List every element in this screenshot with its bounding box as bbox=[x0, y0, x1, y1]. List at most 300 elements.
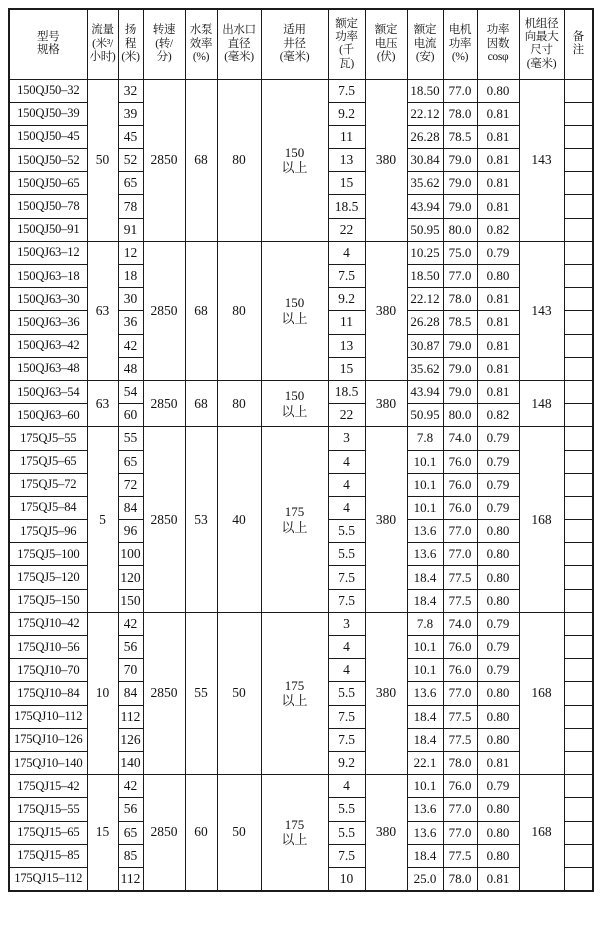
cell-speed: 2850 bbox=[143, 612, 185, 774]
spec-table-body bbox=[9, 79, 593, 891]
cell-power: 11 bbox=[328, 125, 365, 148]
cell-remark bbox=[564, 520, 593, 543]
cell-head: 52 bbox=[118, 149, 143, 172]
cell-model: 150QJ50–52 bbox=[9, 149, 87, 172]
cell-outlet: 80 bbox=[217, 241, 261, 380]
cell-motor_eff: 77.5 bbox=[443, 844, 477, 867]
cell-motor_eff: 77.5 bbox=[443, 589, 477, 612]
cell-cos: 0.80 bbox=[477, 728, 519, 751]
cell-cos: 0.80 bbox=[477, 798, 519, 821]
cell-speed: 2850 bbox=[143, 775, 185, 891]
cell-head: 42 bbox=[118, 612, 143, 635]
cell-power: 5.5 bbox=[328, 543, 365, 566]
cell-current: 10.1 bbox=[407, 473, 443, 496]
cell-dim: 148 bbox=[519, 380, 564, 426]
cell-pump_eff: 55 bbox=[185, 612, 217, 774]
cell-well: 150 以上 bbox=[261, 380, 328, 426]
cell-head: 100 bbox=[118, 543, 143, 566]
cell-cos: 0.81 bbox=[477, 125, 519, 148]
cell-remark bbox=[564, 636, 593, 659]
cell-current: 22.1 bbox=[407, 751, 443, 774]
cell-motor_eff: 78.5 bbox=[443, 311, 477, 334]
cell-head: 91 bbox=[118, 218, 143, 241]
cell-current: 22.12 bbox=[407, 102, 443, 125]
col-header-outlet: 出水口 直径 (毫米) bbox=[217, 9, 261, 79]
cell-remark bbox=[564, 821, 593, 844]
cell-power: 7.5 bbox=[328, 589, 365, 612]
cell-cos: 0.80 bbox=[477, 821, 519, 844]
cell-head: 96 bbox=[118, 520, 143, 543]
cell-well: 150 以上 bbox=[261, 241, 328, 380]
cell-head: 65 bbox=[118, 821, 143, 844]
cell-current: 13.6 bbox=[407, 520, 443, 543]
cell-remark bbox=[564, 172, 593, 195]
cell-power: 22 bbox=[328, 404, 365, 427]
cell-flow: 50 bbox=[87, 79, 118, 241]
cell-cos: 0.81 bbox=[477, 195, 519, 218]
cell-remark bbox=[564, 450, 593, 473]
cell-model: 175QJ5–150 bbox=[9, 589, 87, 612]
cell-head: 18 bbox=[118, 265, 143, 288]
cell-current: 13.6 bbox=[407, 543, 443, 566]
cell-current: 7.8 bbox=[407, 612, 443, 635]
cell-motor_eff: 78.0 bbox=[443, 288, 477, 311]
cell-head: 112 bbox=[118, 705, 143, 728]
cell-model: 150QJ63–36 bbox=[9, 311, 87, 334]
cell-model: 175QJ5–72 bbox=[9, 473, 87, 496]
col-header-flow: 流量 (米³/ 小时) bbox=[87, 9, 118, 79]
cell-motor_eff: 77.0 bbox=[443, 265, 477, 288]
cell-cos: 0.80 bbox=[477, 589, 519, 612]
cell-model: 150QJ50–91 bbox=[9, 218, 87, 241]
cell-head: 72 bbox=[118, 473, 143, 496]
cell-motor_eff: 77.5 bbox=[443, 705, 477, 728]
cell-power: 7.5 bbox=[328, 705, 365, 728]
cell-head: 54 bbox=[118, 380, 143, 403]
cell-model: 175QJ10–42 bbox=[9, 612, 87, 635]
cell-current: 35.62 bbox=[407, 357, 443, 380]
cell-model: 150QJ63–60 bbox=[9, 404, 87, 427]
cell-cos: 0.82 bbox=[477, 404, 519, 427]
cell-current: 18.4 bbox=[407, 728, 443, 751]
col-header-head: 扬 程 (米) bbox=[118, 9, 143, 79]
cell-motor_eff: 76.0 bbox=[443, 636, 477, 659]
cell-outlet: 80 bbox=[217, 380, 261, 426]
cell-cos: 0.81 bbox=[477, 334, 519, 357]
cell-model: 175QJ15–85 bbox=[9, 844, 87, 867]
cell-cos: 0.81 bbox=[477, 380, 519, 403]
cell-cos: 0.81 bbox=[477, 102, 519, 125]
cell-model: 150QJ63–18 bbox=[9, 265, 87, 288]
cell-current: 18.4 bbox=[407, 566, 443, 589]
cell-power: 4 bbox=[328, 636, 365, 659]
cell-motor_eff: 77.0 bbox=[443, 798, 477, 821]
cell-remark bbox=[564, 380, 593, 403]
cell-cos: 0.81 bbox=[477, 751, 519, 774]
cell-motor_eff: 77.0 bbox=[443, 520, 477, 543]
cell-head: 32 bbox=[118, 79, 143, 102]
spec-table-header-row bbox=[9, 9, 593, 79]
cell-voltage: 380 bbox=[365, 380, 407, 426]
cell-power: 11 bbox=[328, 311, 365, 334]
cell-head: 60 bbox=[118, 404, 143, 427]
cell-motor_eff: 77.0 bbox=[443, 821, 477, 844]
cell-model: 150QJ63–48 bbox=[9, 357, 87, 380]
cell-current: 10.1 bbox=[407, 775, 443, 798]
cell-current: 50.95 bbox=[407, 404, 443, 427]
cell-cos: 0.79 bbox=[477, 659, 519, 682]
cell-well: 175 以上 bbox=[261, 775, 328, 891]
cell-head: 140 bbox=[118, 751, 143, 774]
cell-cos: 0.82 bbox=[477, 218, 519, 241]
pump-spec-table bbox=[8, 8, 594, 892]
cell-model: 150QJ63–30 bbox=[9, 288, 87, 311]
cell-power: 22 bbox=[328, 218, 365, 241]
cell-remark bbox=[564, 404, 593, 427]
cell-pump_eff: 68 bbox=[185, 380, 217, 426]
cell-remark bbox=[564, 195, 593, 218]
cell-dim: 168 bbox=[519, 775, 564, 891]
cell-pump_eff: 68 bbox=[185, 241, 217, 380]
table-row bbox=[9, 775, 593, 798]
cell-head: 56 bbox=[118, 636, 143, 659]
cell-model: 175QJ10–126 bbox=[9, 728, 87, 751]
cell-flow: 63 bbox=[87, 241, 118, 380]
cell-current: 30.87 bbox=[407, 334, 443, 357]
cell-remark bbox=[564, 867, 593, 890]
cell-cos: 0.79 bbox=[477, 496, 519, 519]
cell-remark bbox=[564, 427, 593, 450]
cell-power: 10 bbox=[328, 867, 365, 890]
cell-well: 175 以上 bbox=[261, 612, 328, 774]
cell-model: 175QJ10–84 bbox=[9, 682, 87, 705]
cell-cos: 0.79 bbox=[477, 473, 519, 496]
cell-remark bbox=[564, 334, 593, 357]
cell-cos: 0.79 bbox=[477, 636, 519, 659]
cell-model: 150QJ50–45 bbox=[9, 125, 87, 148]
cell-remark bbox=[564, 102, 593, 125]
cell-head: 30 bbox=[118, 288, 143, 311]
col-header-pump_eff: 水泵 效率 (%) bbox=[185, 9, 217, 79]
cell-motor_eff: 80.0 bbox=[443, 404, 477, 427]
cell-power: 15 bbox=[328, 172, 365, 195]
cell-head: 150 bbox=[118, 589, 143, 612]
cell-remark bbox=[564, 241, 593, 264]
cell-motor_eff: 79.0 bbox=[443, 380, 477, 403]
cell-head: 55 bbox=[118, 427, 143, 450]
cell-well: 175 以上 bbox=[261, 427, 328, 613]
cell-motor_eff: 76.0 bbox=[443, 659, 477, 682]
table-row bbox=[9, 380, 593, 403]
cell-head: 48 bbox=[118, 357, 143, 380]
cell-power: 5.5 bbox=[328, 798, 365, 821]
cell-cos: 0.80 bbox=[477, 566, 519, 589]
cell-voltage: 380 bbox=[365, 79, 407, 241]
cell-head: 65 bbox=[118, 172, 143, 195]
cell-model: 150QJ63–12 bbox=[9, 241, 87, 264]
cell-current: 10.25 bbox=[407, 241, 443, 264]
cell-power: 4 bbox=[328, 775, 365, 798]
cell-head: 56 bbox=[118, 798, 143, 821]
cell-remark bbox=[564, 705, 593, 728]
cell-current: 18.50 bbox=[407, 265, 443, 288]
cell-remark bbox=[564, 473, 593, 496]
cell-cos: 0.81 bbox=[477, 149, 519, 172]
cell-remark bbox=[564, 149, 593, 172]
cell-power: 18.5 bbox=[328, 380, 365, 403]
cell-model: 175QJ5–96 bbox=[9, 520, 87, 543]
col-header-model: 型号 规格 bbox=[9, 9, 87, 79]
cell-cos: 0.79 bbox=[477, 612, 519, 635]
cell-motor_eff: 75.0 bbox=[443, 241, 477, 264]
cell-remark bbox=[564, 682, 593, 705]
cell-model: 175QJ15–42 bbox=[9, 775, 87, 798]
cell-power: 13 bbox=[328, 334, 365, 357]
cell-model: 150QJ50–39 bbox=[9, 102, 87, 125]
cell-head: 65 bbox=[118, 450, 143, 473]
cell-motor_eff: 77.5 bbox=[443, 728, 477, 751]
cell-current: 50.95 bbox=[407, 218, 443, 241]
cell-power: 7.5 bbox=[328, 79, 365, 102]
cell-head: 45 bbox=[118, 125, 143, 148]
cell-power: 15 bbox=[328, 357, 365, 380]
cell-power: 9.2 bbox=[328, 288, 365, 311]
cell-dim: 168 bbox=[519, 427, 564, 613]
cell-motor_eff: 77.0 bbox=[443, 543, 477, 566]
cell-model: 175QJ15–55 bbox=[9, 798, 87, 821]
cell-power: 5.5 bbox=[328, 520, 365, 543]
col-header-motor_eff: 电机 功率 (%) bbox=[443, 9, 477, 79]
spec-table-head bbox=[9, 9, 593, 79]
cell-outlet: 40 bbox=[217, 427, 261, 613]
cell-speed: 2850 bbox=[143, 380, 185, 426]
cell-remark bbox=[564, 728, 593, 751]
cell-model: 175QJ10–70 bbox=[9, 659, 87, 682]
cell-remark bbox=[564, 288, 593, 311]
cell-current: 10.1 bbox=[407, 450, 443, 473]
cell-remark bbox=[564, 589, 593, 612]
cell-motor_eff: 78.0 bbox=[443, 751, 477, 774]
cell-remark bbox=[564, 543, 593, 566]
cell-model: 175QJ10–112 bbox=[9, 705, 87, 728]
cell-model: 150QJ50–65 bbox=[9, 172, 87, 195]
cell-motor_eff: 76.0 bbox=[443, 473, 477, 496]
cell-current: 30.84 bbox=[407, 149, 443, 172]
cell-motor_eff: 78.5 bbox=[443, 125, 477, 148]
cell-remark bbox=[564, 218, 593, 241]
cell-power: 4 bbox=[328, 450, 365, 473]
cell-power: 5.5 bbox=[328, 821, 365, 844]
cell-power: 7.5 bbox=[328, 566, 365, 589]
col-header-current: 额定 电流 (安) bbox=[407, 9, 443, 79]
cell-remark bbox=[564, 798, 593, 821]
cell-cos: 0.81 bbox=[477, 867, 519, 890]
cell-head: 78 bbox=[118, 195, 143, 218]
cell-head: 84 bbox=[118, 496, 143, 519]
cell-head: 126 bbox=[118, 728, 143, 751]
cell-voltage: 380 bbox=[365, 775, 407, 891]
cell-remark bbox=[564, 775, 593, 798]
cell-cos: 0.81 bbox=[477, 288, 519, 311]
cell-model: 175QJ5–65 bbox=[9, 450, 87, 473]
cell-current: 18.50 bbox=[407, 79, 443, 102]
cell-cos: 0.80 bbox=[477, 265, 519, 288]
cell-pump_eff: 68 bbox=[185, 79, 217, 241]
cell-power: 4 bbox=[328, 473, 365, 496]
cell-cos: 0.79 bbox=[477, 450, 519, 473]
cell-remark bbox=[564, 612, 593, 635]
cell-motor_eff: 77.5 bbox=[443, 566, 477, 589]
cell-model: 150QJ63–42 bbox=[9, 334, 87, 357]
col-header-remark: 备 注 bbox=[564, 9, 593, 79]
cell-motor_eff: 80.0 bbox=[443, 218, 477, 241]
cell-current: 43.94 bbox=[407, 380, 443, 403]
cell-power: 4 bbox=[328, 496, 365, 519]
cell-current: 35.62 bbox=[407, 172, 443, 195]
cell-head: 70 bbox=[118, 659, 143, 682]
cell-model: 175QJ15–65 bbox=[9, 821, 87, 844]
cell-current: 25.0 bbox=[407, 867, 443, 890]
cell-model: 175QJ10–56 bbox=[9, 636, 87, 659]
cell-motor_eff: 77.0 bbox=[443, 682, 477, 705]
cell-model: 175QJ15–112 bbox=[9, 867, 87, 890]
cell-motor_eff: 74.0 bbox=[443, 427, 477, 450]
cell-model: 150QJ50–32 bbox=[9, 79, 87, 102]
cell-head: 42 bbox=[118, 334, 143, 357]
cell-power: 18.5 bbox=[328, 195, 365, 218]
cell-current: 7.8 bbox=[407, 427, 443, 450]
cell-motor_eff: 79.0 bbox=[443, 195, 477, 218]
cell-cos: 0.79 bbox=[477, 775, 519, 798]
cell-head: 39 bbox=[118, 102, 143, 125]
col-header-cos: 功率 因数 cosφ bbox=[477, 9, 519, 79]
cell-model: 175QJ5–84 bbox=[9, 496, 87, 519]
cell-outlet: 50 bbox=[217, 775, 261, 891]
table-row bbox=[9, 427, 593, 450]
cell-remark bbox=[564, 751, 593, 774]
cell-speed: 2850 bbox=[143, 79, 185, 241]
cell-power: 5.5 bbox=[328, 682, 365, 705]
cell-current: 22.12 bbox=[407, 288, 443, 311]
cell-voltage: 380 bbox=[365, 612, 407, 774]
cell-flow: 15 bbox=[87, 775, 118, 891]
table-row bbox=[9, 612, 593, 635]
cell-flow: 10 bbox=[87, 612, 118, 774]
cell-pump_eff: 60 bbox=[185, 775, 217, 891]
cell-cos: 0.81 bbox=[477, 311, 519, 334]
cell-power: 9.2 bbox=[328, 751, 365, 774]
cell-speed: 2850 bbox=[143, 241, 185, 380]
cell-motor_eff: 79.0 bbox=[443, 172, 477, 195]
cell-cos: 0.81 bbox=[477, 357, 519, 380]
cell-cos: 0.80 bbox=[477, 79, 519, 102]
cell-current: 26.28 bbox=[407, 125, 443, 148]
cell-motor_eff: 76.0 bbox=[443, 496, 477, 519]
cell-outlet: 50 bbox=[217, 612, 261, 774]
cell-model: 175QJ5–55 bbox=[9, 427, 87, 450]
cell-remark bbox=[564, 357, 593, 380]
cell-power: 7.5 bbox=[328, 728, 365, 751]
cell-well: 150 以上 bbox=[261, 79, 328, 241]
cell-current: 18.4 bbox=[407, 589, 443, 612]
cell-flow: 63 bbox=[87, 380, 118, 426]
cell-current: 26.28 bbox=[407, 311, 443, 334]
cell-dim: 143 bbox=[519, 79, 564, 241]
cell-outlet: 80 bbox=[217, 79, 261, 241]
cell-remark bbox=[564, 566, 593, 589]
cell-speed: 2850 bbox=[143, 427, 185, 613]
cell-head: 36 bbox=[118, 311, 143, 334]
cell-current: 43.94 bbox=[407, 195, 443, 218]
cell-voltage: 380 bbox=[365, 427, 407, 613]
cell-current: 10.1 bbox=[407, 636, 443, 659]
cell-remark bbox=[564, 265, 593, 288]
cell-head: 112 bbox=[118, 867, 143, 890]
col-header-well: 适用 井径 (毫米) bbox=[261, 9, 328, 79]
cell-motor_eff: 79.0 bbox=[443, 334, 477, 357]
cell-remark bbox=[564, 311, 593, 334]
cell-model: 150QJ63–54 bbox=[9, 380, 87, 403]
cell-remark bbox=[564, 496, 593, 519]
cell-cos: 0.80 bbox=[477, 520, 519, 543]
col-header-dim: 机组径 向最大 尺寸 (毫米) bbox=[519, 9, 564, 79]
table-row bbox=[9, 79, 593, 102]
cell-motor_eff: 74.0 bbox=[443, 612, 477, 635]
cell-cos: 0.79 bbox=[477, 427, 519, 450]
cell-voltage: 380 bbox=[365, 241, 407, 380]
cell-head: 84 bbox=[118, 682, 143, 705]
cell-power: 7.5 bbox=[328, 265, 365, 288]
cell-cos: 0.79 bbox=[477, 241, 519, 264]
cell-motor_eff: 79.0 bbox=[443, 149, 477, 172]
cell-pump_eff: 53 bbox=[185, 427, 217, 613]
col-header-power: 额定 功率 (千 瓦) bbox=[328, 9, 365, 79]
cell-current: 13.6 bbox=[407, 682, 443, 705]
cell-power: 3 bbox=[328, 612, 365, 635]
cell-power: 4 bbox=[328, 659, 365, 682]
cell-motor_eff: 76.0 bbox=[443, 450, 477, 473]
cell-motor_eff: 77.0 bbox=[443, 79, 477, 102]
table-row bbox=[9, 241, 593, 264]
cell-head: 42 bbox=[118, 775, 143, 798]
cell-head: 120 bbox=[118, 566, 143, 589]
cell-head: 12 bbox=[118, 241, 143, 264]
cell-dim: 143 bbox=[519, 241, 564, 380]
cell-remark bbox=[564, 659, 593, 682]
cell-power: 9.2 bbox=[328, 102, 365, 125]
cell-power: 7.5 bbox=[328, 844, 365, 867]
cell-current: 10.1 bbox=[407, 659, 443, 682]
col-header-speed: 转速 (转/ 分) bbox=[143, 9, 185, 79]
cell-current: 13.6 bbox=[407, 798, 443, 821]
cell-power: 3 bbox=[328, 427, 365, 450]
cell-motor_eff: 79.0 bbox=[443, 357, 477, 380]
cell-power: 13 bbox=[328, 149, 365, 172]
cell-dim: 168 bbox=[519, 612, 564, 774]
cell-current: 18.4 bbox=[407, 844, 443, 867]
cell-current: 18.4 bbox=[407, 705, 443, 728]
cell-cos: 0.80 bbox=[477, 844, 519, 867]
cell-flow: 5 bbox=[87, 427, 118, 613]
cell-head: 85 bbox=[118, 844, 143, 867]
cell-model: 175QJ5–100 bbox=[9, 543, 87, 566]
cell-cos: 0.81 bbox=[477, 172, 519, 195]
cell-power: 4 bbox=[328, 241, 365, 264]
col-header-voltage: 额定 电压 (伏) bbox=[365, 9, 407, 79]
cell-remark bbox=[564, 79, 593, 102]
cell-motor_eff: 78.0 bbox=[443, 867, 477, 890]
cell-model: 175QJ10–140 bbox=[9, 751, 87, 774]
